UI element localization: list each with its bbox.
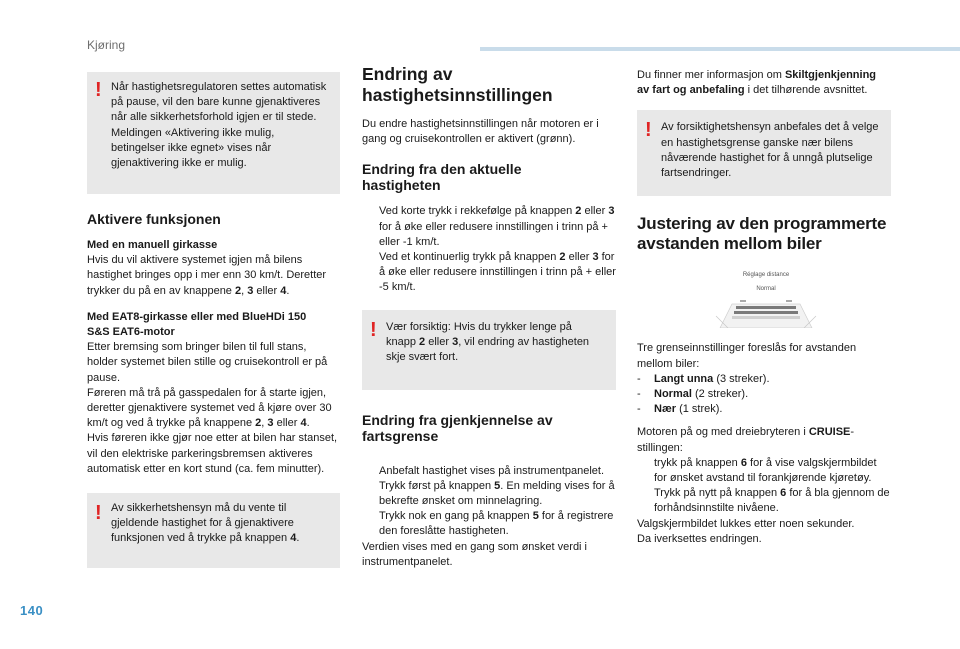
- warning-text: Av forsiktighetshensyn anbefales det å velge en hastighetsgrense ganske nær bilens nåværende hastighet for å unngå plutselige fartsendringer.: [661, 121, 879, 180]
- warning-box-pause: [87, 72, 340, 194]
- diagram-title: Réglage distance: [742, 272, 790, 279]
- column-1: [87, 72, 340, 568]
- list-item: Ved korte trykk i rekkefølge på knappen 2 eller 3 for å øke eller redusere innstillingen i trinn på + eller -1 km/t.: [379, 205, 615, 248]
- warning-icon: !: [370, 318, 377, 341]
- main-heading: Endring av hastighetsinnstillingen: [362, 64, 553, 105]
- header-bar: [480, 47, 960, 51]
- distance-diagram: [712, 270, 820, 328]
- list-item: - Normal (2 streker).: [637, 388, 749, 401]
- warning-box-careful: [362, 310, 616, 390]
- heading-distance: Justering av den programmerte avstanden mellom biler: [637, 214, 887, 254]
- info-text: Du finner mer informasjon om Skiltgjenkjenning av fart og anbefaling i det tilhørende avsnittet.: [637, 69, 877, 97]
- selector-text: Motoren på og med dreiebryteren i CRUISE-stillingen:: [637, 426, 855, 454]
- eat-text-3: Hvis føreren ikke gjør noe etter at bilen har stanset, vil den elektriske parkeringsbremsen aktiveres automatisk etter en kort stund (ca. fem minutter).: [87, 432, 338, 475]
- warning-text: Av sikkerhetshensyn må du vente til gjeldende hastighet for å gjenaktivere funksjonen ved å trykke på knappen 4.: [111, 502, 300, 545]
- manual-gearbox-title: Med en manuell girkasse: [87, 239, 218, 251]
- heading-current-speed: Endring fra den aktuelle hastigheten: [362, 161, 522, 194]
- warning-box-caution: [637, 110, 891, 196]
- warning-box-wait: [87, 493, 340, 568]
- warning-icon: !: [95, 79, 102, 101]
- list-item: - Nær (1 strek).: [637, 403, 723, 416]
- column-3: [637, 68, 891, 547]
- warning-icon: !: [95, 502, 102, 525]
- list-item: Anbefalt hastighet vises på instrumentpanelet.: [379, 464, 605, 477]
- list-item: Trykk først på knappen 5. En melding vises for å bekrefte ønsket om minnelagring.: [379, 479, 615, 508]
- warning-text: Vær forsiktig: Hvis du trykker lenge på knapp 2 eller 3, vil endring av hastigheten skje svært fort.: [386, 320, 590, 364]
- warning-text: Når hastighetsregulatoren settes automatisk på pause, vil den bare kunne gjenaktiveres når alle sikkerhetsforhold igjen er til stede. Meldingen «Aktivering ikke mulig, betingelser ikke egnet» vises når gjenaktivering ikke er mulig.: [111, 81, 327, 170]
- column-2: [362, 64, 616, 570]
- heading-activate: Aktivere funksjonen: [87, 211, 221, 227]
- manual-gearbox-text: Hvis du vil aktivere systemet igjen må bilens hastighet bringes opp i mer enn 30 km/t. Deretter trykker du på en av knappene 2, 3 eller 4.: [87, 254, 327, 297]
- eat-gearbox-title-2: S&S EAT6-motor: [87, 326, 175, 339]
- list-item: Ved et kontinuerlig trykk på knappen 2 eller 3 for å øke eller redusere innstillingen i trinn på + eller -5 km/t.: [379, 251, 616, 294]
- outro-text: Verdien vises med en gang som ønsket verdi i instrumentpanelet.: [362, 540, 588, 568]
- options-intro: Tre grenseinnstillinger foreslås for avstanden mellom biler:: [637, 342, 857, 370]
- end-text-1: Valgskjermbildet lukkes etter noen sekunder.: [637, 517, 855, 530]
- eat-gearbox-title-1: Med EAT8-girkasse eller med BlueHDi 150: [87, 310, 307, 323]
- section-header: Kjøring: [87, 38, 126, 52]
- warning-icon: !: [645, 119, 652, 142]
- diagram-mode: Normal: [756, 286, 776, 293]
- end-text-2: Da iverksettes endringen.: [637, 532, 762, 545]
- page-number: 140: [20, 603, 44, 618]
- list-item: Trykk på nytt på knappen 6 for å bla gjennom de forhåndsinnstilte nivåene.: [654, 487, 890, 515]
- heading-speed-limit: Endring fra gjenkjennelse av fartsgrense: [362, 411, 553, 444]
- road-distance-illustration: [712, 270, 820, 328]
- list-item: Trykk nok en gang på knappen 5 for å registrere den foreslåtte hastigheten.: [379, 510, 614, 538]
- eat-text-2: Føreren må trå på gasspedalen for å starte igjen, deretter gjenaktivere systemet ved å kjøre over 30 km/t og ved å trykke på knappene 2, 3 eller 4.: [87, 386, 332, 430]
- list-item: - Langt unna (3 streker).: [637, 372, 770, 385]
- eat-text-1: Etter bremsing som bringer bilen til full stans, holder systemet bilen stille og cruisekontroll er på pause.: [87, 341, 328, 384]
- intro-text: Du endre hastighetsinnstillingen når motoren er i gang og cruisekontrollen er aktivert (grønn).: [362, 118, 599, 146]
- list-item: trykk på knappen 6 for å vise valgskjermbildet for ønsket avstand til forankjørende kjøretøy.: [654, 456, 877, 485]
